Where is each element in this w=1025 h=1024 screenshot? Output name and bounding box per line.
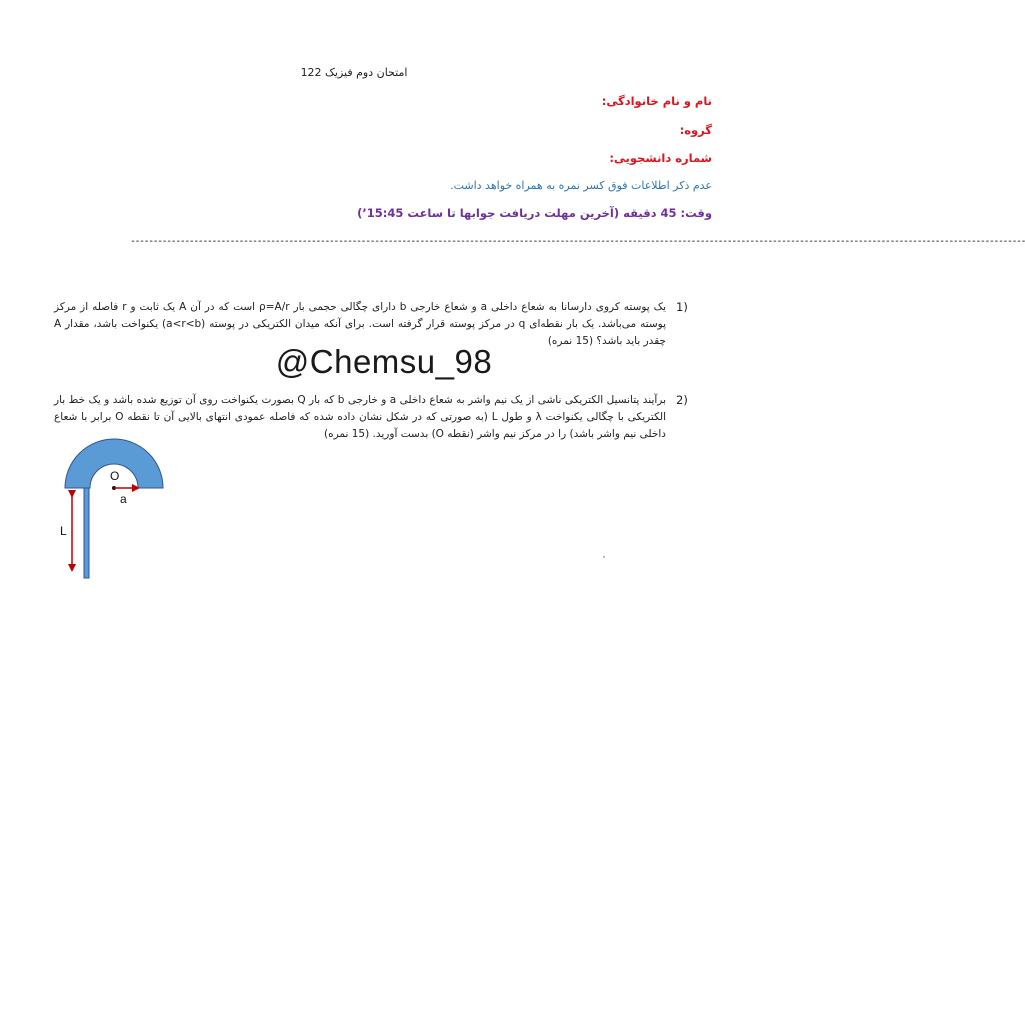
line-charge-rod: [84, 488, 89, 578]
radius-label: a: [120, 492, 127, 506]
exam-title: امتحان دوم فیزیک 122: [300, 66, 408, 79]
question-1-text: یک پوسته کروی دارسانا به شعاع داخلی a و شعاع خارجی b دارای چگالی حجمی بار ρ=A/r است که در آن A یک ثابت و r فاصله از مرکز پوسته می‌باشد. یک بار نقطه‌ای q در مرکز پوسته قرار گرفته است. برای آنکه میدان الکتریکی در پوسته (a<r<b) یکنواخت باشد، مقدار A چقدر باید باشد؟ (15 نمره): [54, 301, 667, 347]
missing-info-notice: عدم ذکر اطلاعات فوق کسر نمره به همراه خواهد داشت.: [450, 179, 712, 192]
group-field-label: گروه:: [679, 123, 712, 137]
time-limit-note: وقت: 45 دقیقه (آخرین مهلت دریافت جوابها تا ساعت 15:45’): [357, 206, 712, 220]
watermark: @Chemsu_98: [275, 343, 493, 380]
center-label: O: [110, 469, 120, 483]
question-2-text: برآیند پتانسیل الکتریکی ناشی از یک نیم واشر به شعاع داخلی a و خارجی b که بار Q بصورت یکنواخت روی آن توزیع شده باشد و یک خط بار الکتریکی با چگالی یکنواخت λ و طول L (به صورتی که در شکل نشان داده شده که فاصله عمودی انتهای بالایی آن تا نقطه O برابر با شعاع داخلی نیم واشر باشد) را در مرکز نیم واشر (نقطه O) بدست آورید. (15 نمره): [54, 394, 666, 440]
stray-dot: [603, 556, 605, 558]
student-id-field-label: شماره دانشجویی:: [609, 151, 712, 165]
figure-svg: [50, 436, 180, 586]
section-divider: ------------------------------------------------------------------------------------------------------------------------------------------------------------------------------------------------------: [130, 236, 1025, 247]
length-label: L: [60, 524, 67, 538]
washer-line-charge-figure: [50, 436, 180, 586]
name-field-label: نام و نام خانوادگی:: [601, 94, 712, 108]
question-2-number: 2): [676, 393, 688, 407]
question-1-number: 1): [676, 300, 688, 314]
